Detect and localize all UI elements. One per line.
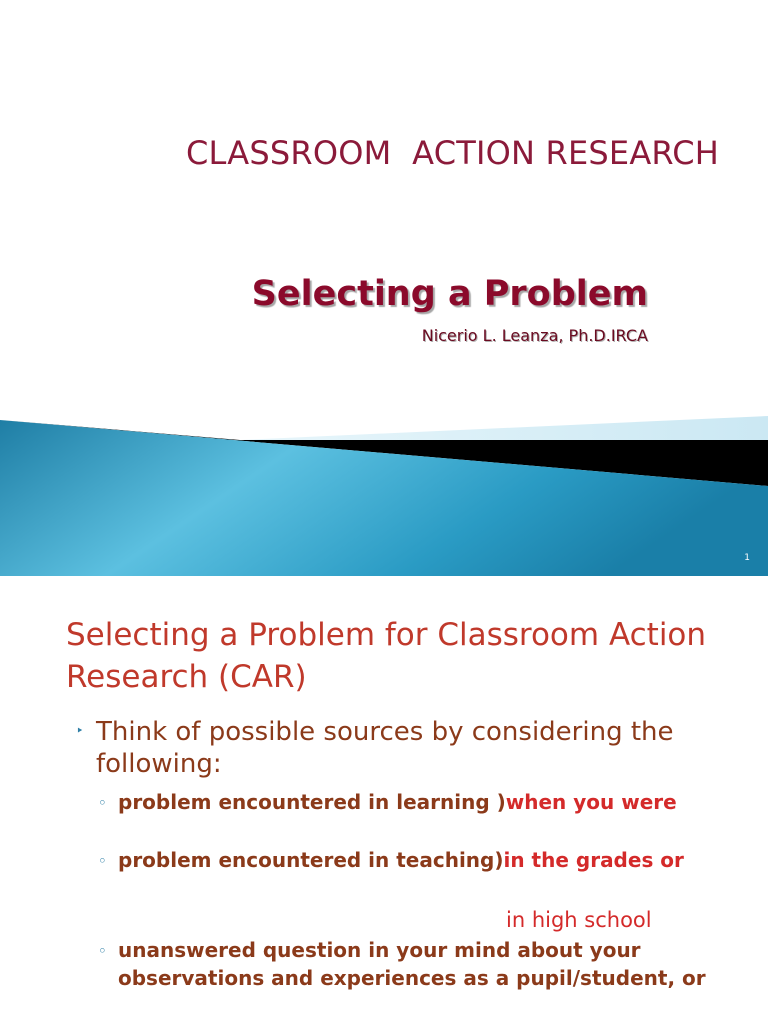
slide-subtitle: Selecting a Problem	[251, 274, 648, 314]
sub-bullet-icon: ◦	[98, 852, 107, 870]
sub-bullet-icon: ◦	[98, 794, 107, 812]
sub-item	[118, 846, 718, 874]
indented-text: in high school	[506, 908, 652, 932]
sub-item	[118, 788, 718, 816]
sub-item	[118, 936, 718, 992]
sub-item-text: problem encountered in learning )	[118, 790, 506, 814]
slide-title: Selecting a Problem for Classroom Action Research (CAR)	[66, 617, 707, 695]
slide-2	[0, 590, 768, 1024]
sub-item-highlight: when you were	[505, 790, 677, 814]
decorative-band	[0, 410, 768, 576]
bullet-text: Think of possible sources by considering the following:	[96, 717, 674, 779]
sub-item-text: problem encountered in teaching)	[118, 848, 504, 872]
sub-item-highlight: in the grades or	[503, 848, 684, 872]
page-number: 1	[744, 553, 750, 563]
bullet-arrow-icon: ‣	[76, 724, 84, 739]
slide-title: CLASSROOM ACTION RESEARCH	[186, 134, 720, 172]
author-line: Nicerio L. Leanza, Ph.D.IRCA	[421, 326, 648, 345]
sub-item-text: unanswered question in your mind about your observations and experiences as a pupil/student, or	[118, 938, 706, 990]
sub-bullet-icon: ◦	[98, 942, 107, 960]
